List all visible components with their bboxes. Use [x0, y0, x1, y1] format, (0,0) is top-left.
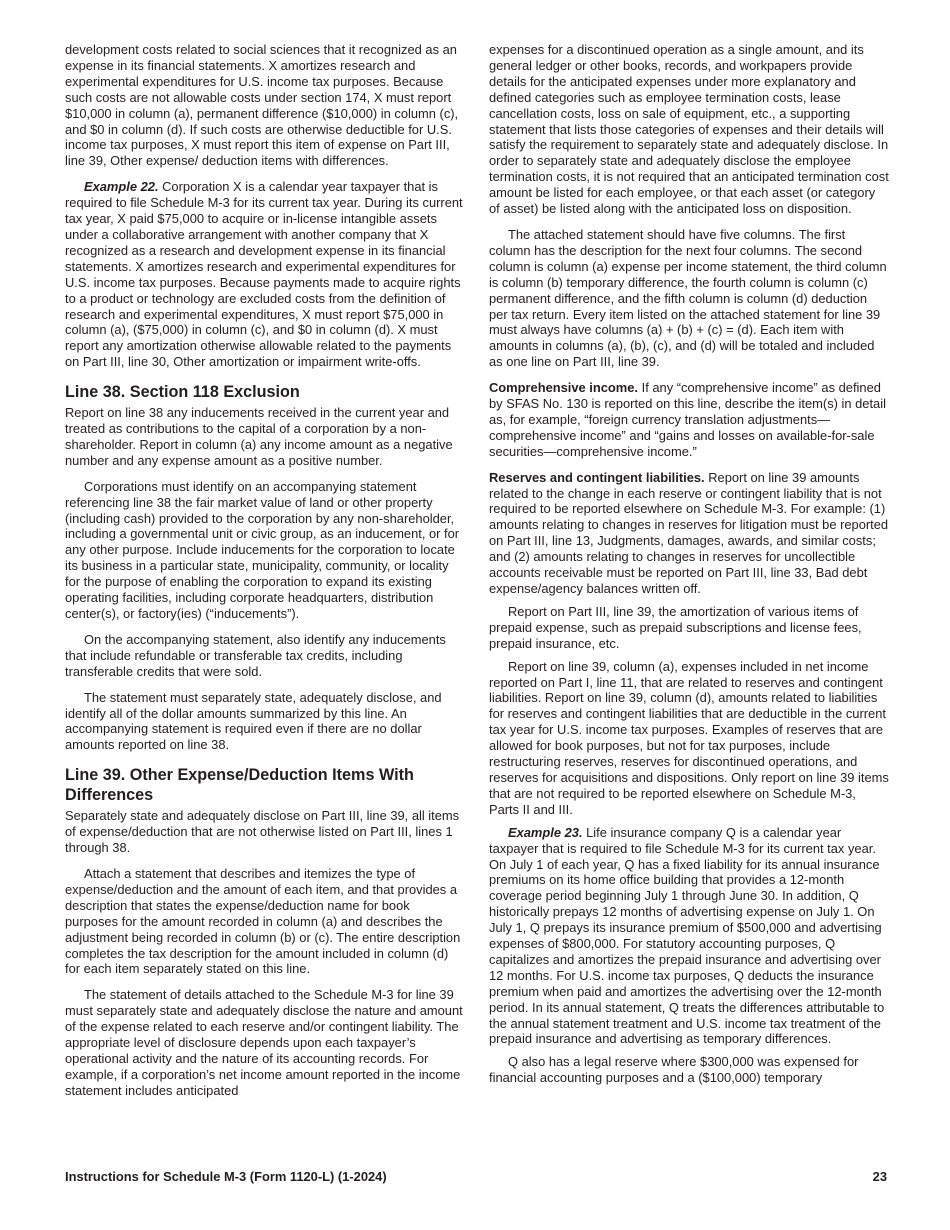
paragraph: Corporations must identify on an accompanying statement referencing line 38 the fair market value of land or other property (including cash) provided to the corporation by any non-shareholder, including a governmental unit or civic group, as an inducement, or for any other purpose. Include inducements for the corporation to locate its business in a particular state, municipality, community, or locality for the purpose of enabling the corporation to expand its existing operating facilities, including corporate headquarters, distribution center(s), or factory(ies) (“inducements”). — [65, 478, 460, 621]
paragraph: On the accompanying statement, also identify any inducements that include refundable or transferable tax credits, including transferable credits that were sold. — [65, 631, 446, 679]
example-22-paragraph — [65, 179, 465, 370]
page-number: 23 — [872, 1169, 887, 1184]
footer-title: Instructions for Schedule M-3 (Form 1120-L) (1-2024) — [65, 1169, 387, 1184]
paragraph: Report on line 39, column (a), expenses included in net income reported on Part I, line 11, that are related to reserves and contingent liabilities. Report on line 39, column (d), amounts related to liabilities for reserves and contingent liabilities that are deductible in the current tax year for U.S. income tax purposes. Examples of reserves that are allowed for book purposes, but not for tax purposes, include restructuring reserves, reserves for discontinued operations, and reserves for acquisitions and dispositions. Only report on line 39 items that are not required to be reported elsewhere on Schedule M-3, Parts II and III. — [489, 658, 889, 817]
example-text: Corporation X is a calendar year taxpayer that is required to file Schedule M-3 for its current tax year. During its current tax year, X paid $75,000 to acquire or in-license intangible assets under a collaborative arrangement with another company that X recognized as a research and development expense in its financial statements. X amortizes research and experimental expenditures for U.S. income tax purposes. Because payments made to acquire rights to a product or technology are excluded costs from the definition of research and experimental expenditures, X must report $75,000 in column (a), ($75,000) in column (c), and $0 in column (d). X must report any amortization otherwise allowable related to the payments on Part III, line 30, Other amortization or impairment write-offs. — [65, 179, 463, 370]
paragraph: The statement must separately state, adequately disclose, and identify all of the dollar amounts summarized by this line. An accompanying statement is required even if there are no dollar amounts reported on line 38. — [65, 689, 442, 753]
paragraph: Attach a statement that describes and itemizes the type of expense/deduction and the amount of each item, and that provides a description that states the expense/deduction name for book purposes for the amount recorded in column (a) and describes the adjustment being recorded in column (b) or (c). The entire description completes the tax description for the amount included in column (d) for each item separately stated on this line. — [65, 865, 461, 977]
paragraph: The attached statement should have five columns. The first column has the description for the next four columns. The second column is column (a) expense per income statement, the third column is column (b) temporary difference, the fourth column is column (c) permanent difference, and the fifth column is column (d) deduction per tax return. Every item listed on the attached statement for line 39 must always have columns (a) + (b) + (c) = (d). Each item with amounts in columns (a), (b), (c), and (d) will be totaled and included as one line on Part III, line 39. — [489, 226, 887, 370]
paragraph: The statement of details attached to the Schedule M-3 for line 39 must separately state and adequately disclose the nature and amount of the expense related to each reserve and/or contingent liability. The appropriate level of disclosure depends upon each taxpayer’s operational activity and the nature of its accounting records. For example, if a corporation’s net income amount reported in the income statement includes anticipated — [65, 987, 463, 1098]
paragraph: Separately state and adequately disclose on Part III, line 39, all items of expense/deduction that are not otherwise listed on Part III, lines 1 through 38. — [65, 808, 460, 856]
reserves-paragraph — [489, 470, 889, 597]
right-column — [489, 42, 889, 1093]
run-in-heading: Comprehensive income. — [489, 380, 639, 396]
paragraph-text: If any “comprehensive income” as defined by SFAS No. 130 is reported on this line, describe the item(s) in detail as, for example, “foreign currency translation adjustments—comprehensive income” and “gains and losses on available-for-sale securities—comprehensive income.” — [489, 380, 886, 459]
example-label: Example 22. — [84, 179, 159, 195]
paragraph-text: Report on line 39 amounts related to the change in each reserve or contingent liability that is not required to be reported elsewhere on Schedule M-3. For example: (1) amounts relating to changes in reserves for litigation must be reported on Part III, line 13, Judgments, damages, awards, and similar costs; and (2) amounts relating to changes in reserves for uncollectible accounts receivable must be reported on Part III, line 33, Bad debt expense/agency balances written off. — [489, 469, 889, 596]
section-heading-line-38: Line 38. Section 118 Exclusion — [65, 383, 300, 402]
left-column — [65, 42, 465, 1106]
paragraph: Q also has a legal reserve where $300,000 was expensed for financial accounting purposes and a ($100,000) temporary — [489, 1054, 859, 1086]
paragraph: Report on line 38 any inducements received in the current year and treated as contributions to the capital of a corporation by a non-shareholder. Report in column (a) any income amount as a negative number and any expense amount as a positive number. — [65, 405, 453, 468]
comprehensive-income-paragraph — [489, 380, 889, 460]
paragraph: development costs related to social sciences that it recognized as an expense in its financial statements. X amortizes research and experimental expenditures for U.S. income tax purposes. Because such costs are not allowable costs under section 174, X must report $10,000 in column (a), permanent difference ($10,000) in column (c), and $0 in column (d). If such costs are otherwise deductible for U.S. income tax purposes, X must report this item of expense on Part III, line 39, Other expense/ deduction items with differences. — [65, 42, 459, 169]
example-label: Example 23. — [508, 824, 583, 840]
paragraph: Report on Part III, line 39, the amortization of various items of prepaid expense, such as prepaid subscriptions and license fees, prepaid insurance, etc. — [489, 603, 862, 651]
example-23-paragraph — [489, 825, 889, 1048]
section-heading-line-39: Line 39. Other Expense/Deduction Items With Differences — [65, 766, 414, 805]
example-text: Life insurance company Q is a calendar year taxpayer that is required to file Schedule M-3 for its current tax year. On July 1 of each year, Q has a fixed liability for its annual insurance premiums on its home office building that provides a 12-month coverage period beginning July 1 through June 30. In addition, Q historically prepays 12 months of advertising expense on July 1. On July 1, Q prepays its insurance premium of $500,000 and advertising expenses of $800,000. For statutory accounting purposes, Q capitalizes and amortizes the prepaid insurance and advertising over 12 months. For U.S. income tax purposes, Q deducts the insurance premium when paid and amortizes the advertising over the 12-month period. In its annual statement, Q treats the differences attributable to the annual statement treatment and U.S. income tax treatment of the prepaid insurance and advertising as temporary differences. — [489, 824, 885, 1047]
paragraph: expenses for a discontinued operation as a single amount, and its general ledger or other books, records, and workpapers provide details for the anticipated expenses under more explanatory and defined categories such as employee termination costs, lease cancellation costs, loss on sale of equipment, etc., a supporting statement that lists those categories of expenses and their details will satisfy the requirement to separately state and adequately disclose. In order to separately state and adequately disclose the employee termination costs, it is not required that an anticipated termination cost amount be listed for each employee, or that each asset (or category of asset) be listed along with the anticipated loss on disposition. — [489, 42, 889, 217]
run-in-heading: Reserves and contingent liabilities. — [489, 469, 705, 485]
